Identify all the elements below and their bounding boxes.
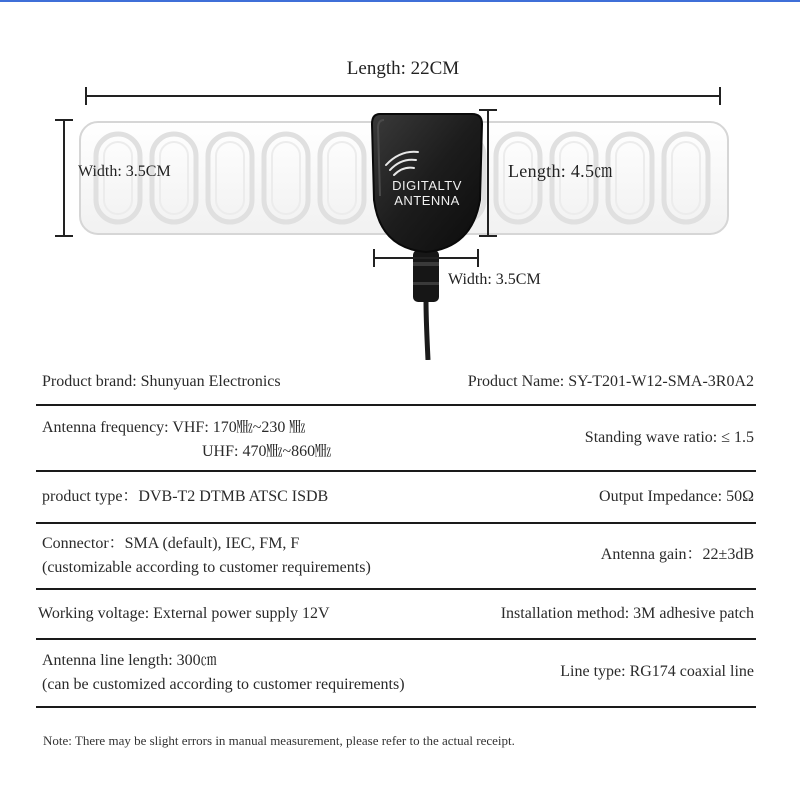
measurement-note: Note: There may be slight errors in manual measurement, please refer to the actual receipt.	[43, 733, 515, 748]
frequency-vhf-text: Antenna frequency: VHF: 170㎒~230 ㎒	[42, 419, 306, 436]
spec-row-frequency	[36, 406, 756, 472]
antenna-line-length-text	[42, 649, 405, 697]
spec-row-cable	[36, 640, 756, 708]
total-length-dimension-line	[86, 87, 720, 105]
connector-custom-text: (customizable according to customer requirements)	[42, 559, 371, 576]
line-type-text: Line type: RG174 coaxial line	[560, 663, 754, 680]
strip-width-dimension-line	[55, 120, 73, 236]
spec-row-brand	[36, 352, 756, 406]
total-length-label: Length: 22CM	[346, 58, 460, 79]
product-name-text: Product Name: SY-T201-W12-SMA-3R0A2	[467, 373, 754, 390]
spec-row-type	[36, 472, 756, 524]
line-length-value-text: Antenna line length: 300㎝	[42, 652, 217, 669]
antenna-product-figure	[0, 0, 800, 360]
spec-row-voltage	[36, 590, 756, 640]
module-length-label: Length: 4.5㎝	[508, 161, 613, 181]
product-type-text: product type：DVB-T2 DTMB ATSC ISDB	[42, 488, 329, 505]
module-width-label: Width: 3.5CM	[448, 271, 541, 288]
strip-width-label: Width: 3.5CM	[78, 163, 171, 180]
module-text-line1: DIGITALTV	[392, 178, 462, 193]
spec-row-connector	[36, 524, 756, 590]
module-text-line2: ANTENNA	[394, 193, 460, 208]
standing-wave-ratio-text: Standing wave ratio: ≤ 1.5	[584, 429, 754, 446]
installation-method-text: Installation method: 3M adhesive patch	[500, 605, 754, 622]
product-brand-text: Product brand: Shunyuan Electronics	[42, 373, 281, 390]
frequency-uhf-text: UHF: 470㎒~860㎒	[202, 443, 332, 460]
connector-text	[42, 532, 371, 580]
antenna-gain-text: Antenna gain：22±3dB	[600, 546, 754, 563]
working-voltage-text: Working voltage: External power supply 12V	[38, 605, 330, 622]
line-length-custom-text: (can be customized according to customer requirements)	[42, 676, 405, 693]
antenna-frequency-text	[42, 416, 331, 464]
connector-types-text: Connector：SMA (default), IEC, FM, F	[42, 535, 300, 552]
output-impedance-text: Output Impedance: 50Ω	[599, 488, 754, 505]
coaxial-cable	[413, 250, 439, 360]
